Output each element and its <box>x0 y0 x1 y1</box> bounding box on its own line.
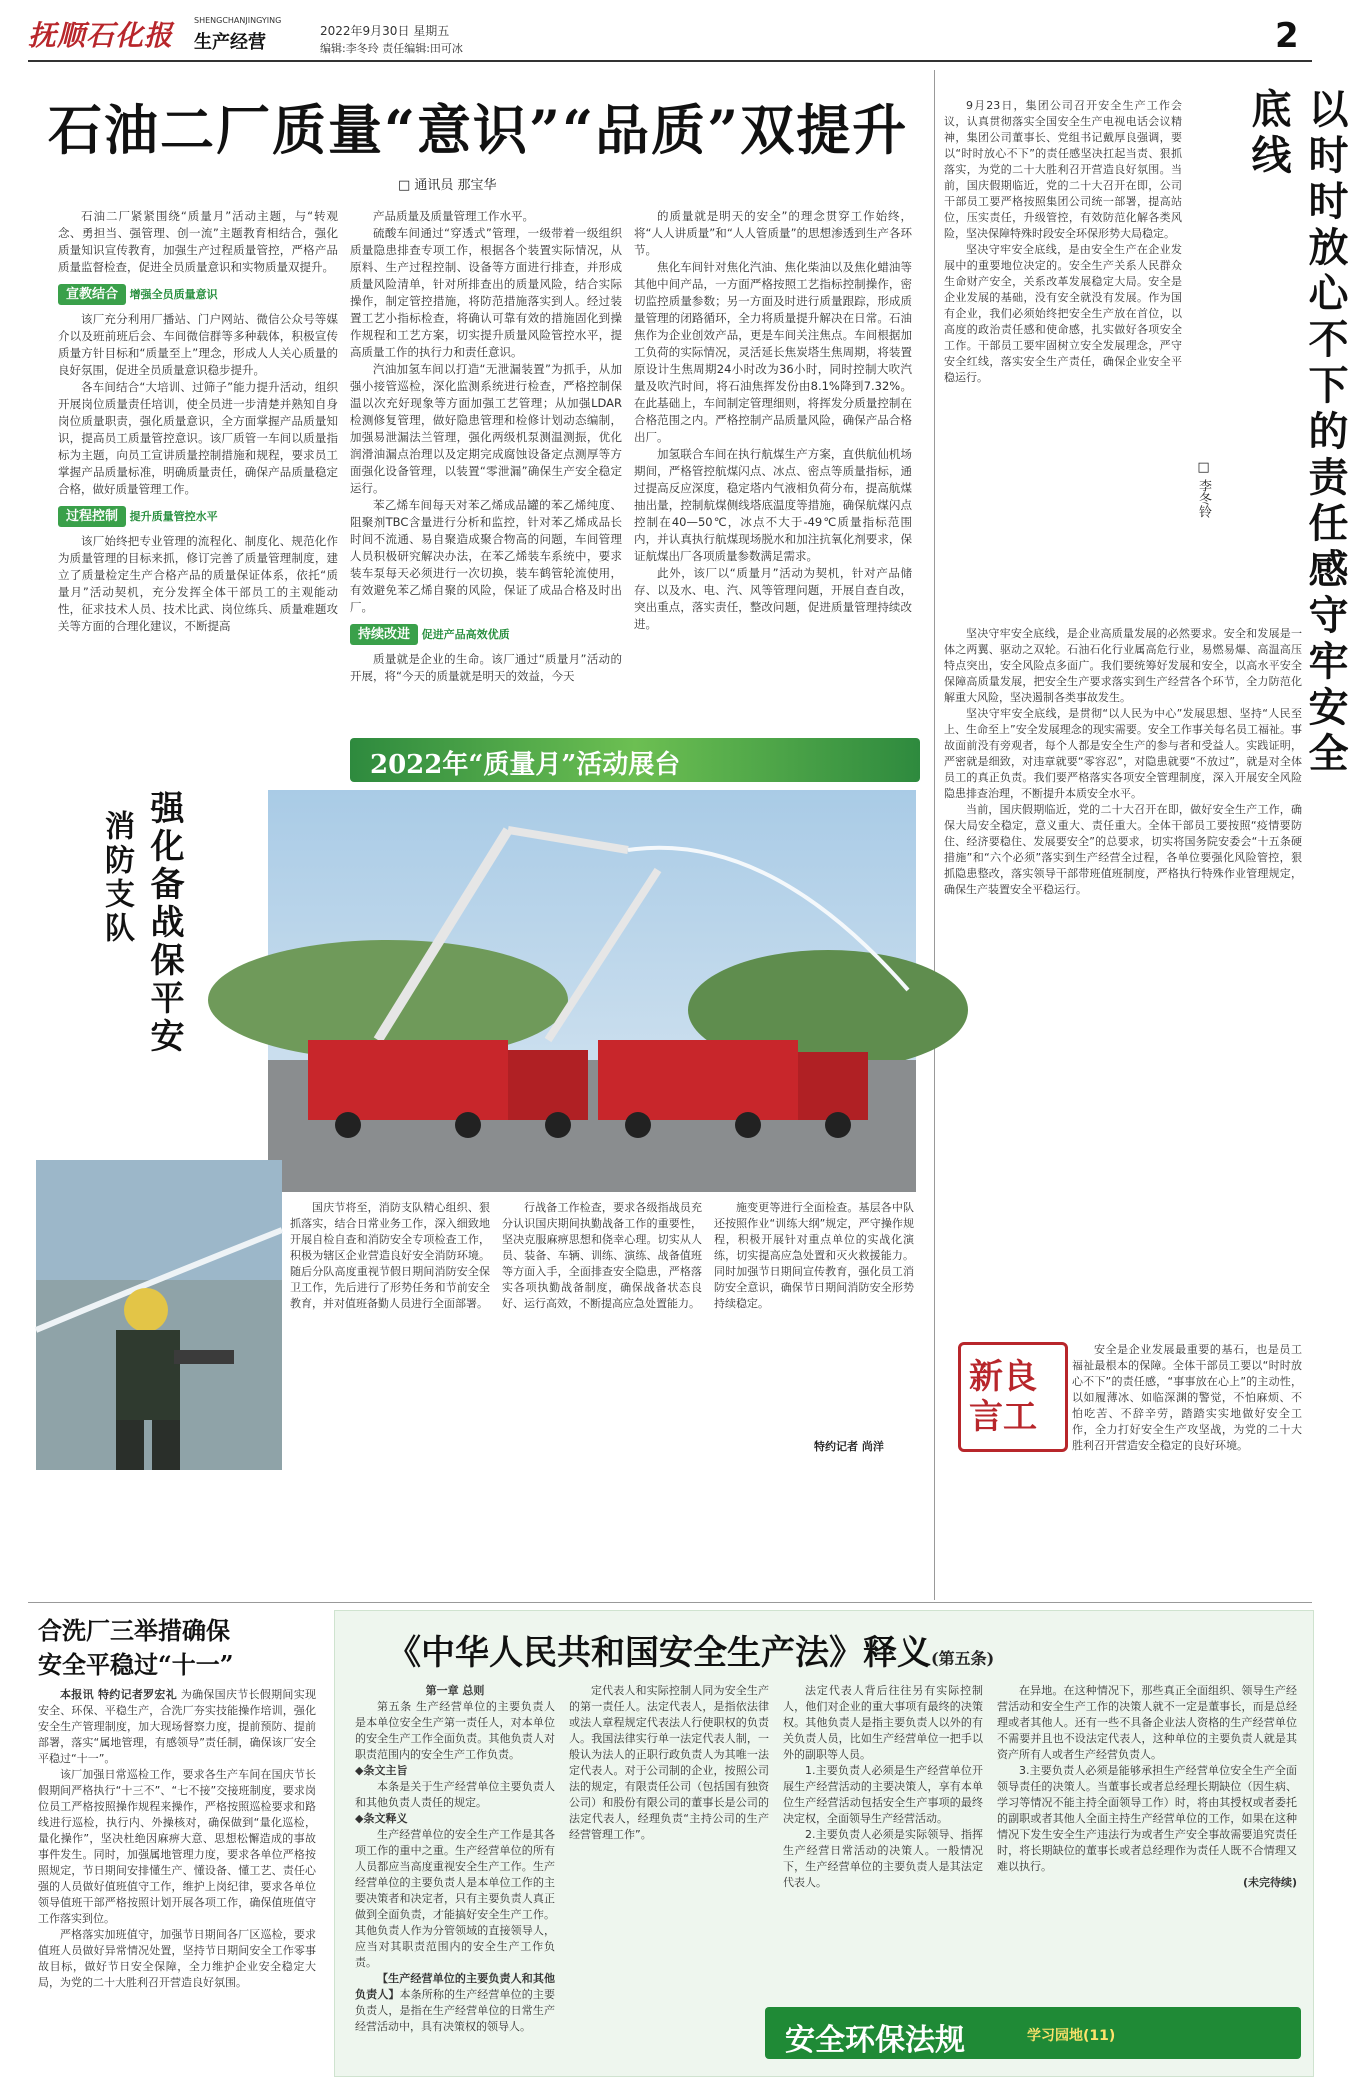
commentary-author: □ 李冬铃 <box>1196 460 1211 519</box>
section-pinyin: SHENGCHANJINGYING <box>194 16 282 25</box>
commentary-text-end: 安全是企业发展最重要的基石，也是员工福祉最根本的保障。全体干部员工要以“时时放心不下”的责任感，“事事放在心上”的主动性，以如履薄冰、如临深渊的警觉，不怕麻烦、不怕吃苦、不辞辛劳，踏踏实实地做好安全工作，全力打好安全生产攻坚战，为党的二十大胜利召开营造安全稳定的良好环境。 <box>1072 1343 1302 1452</box>
column-divider <box>934 70 935 1600</box>
fire-text-col-3: 施变更等进行全面检查。基层各中队还按照作业“训练大纲”规定，严守操作规程，积极开展针对重点单位的实战化演练，切实提高应急处置和灭火救援能力。同时加强节日期间宣传教育，强化员工消防安全意识，确保节日期间消防安全形势持续稳定。 <box>714 1201 914 1310</box>
byline-box-icon: □ <box>398 178 415 193</box>
article-headline: 石油二厂质量“意识”“品质”双提升 <box>48 98 909 162</box>
banner-text: 2022年“质量月”活动展台 <box>370 750 681 780</box>
fire-text-col-2: 行战备工作检查，要求各级指战员充分认识国庆期间执勤战备工作的重要性，坚决克服麻痹思想和侥幸心理。切实从人员、装备、车辆、训练、演练、战备值班等方面入手，全面排查安全隐患，严格落实各项执勤战备制度，确保战备状态良好、运行高效，不断提高应急处置能力。 <box>502 1201 702 1310</box>
regulations-banner-sub: 学习园地(11) <box>1027 2028 1116 2044</box>
article-safety-commentary <box>940 70 1349 1600</box>
firefighter-photo <box>36 1160 282 1470</box>
regulations-banner-title: 安全环保法规 <box>785 2023 965 2058</box>
article-column-1: 石油二厂紧紧围绕“质量月”活动主题，与“转观念、勇担当、强管理、创一流”主题教育相结合，强化质量知识宣传教育，加强生产过程质量管控，严格产品质量监督检查，促进全员质量意识和实物质量双提升。 宣教结合 增强全员质量意识 该厂充分利用厂播站、门户网站、微信公众号等媒介以及班前班后会、车间微信群等多种载体，积极宣传质量方针目标和“质量至上”理念，形成人人关心质量的良好氛围，促进全员质量意识稳步提升。 各车间结合“大培训、过筛子”能力提升活动，组织开展岗位质量责任培训，使全员进一步清楚并熟知自身岗位质量职责，强化质量意识，全方面掌握产品质量知识，提高员工质量管控意识。该厂质管一车间以质量指标为主题，向员工宣讲质量控制措施和规程，要求员工掌握产品质量标准，明确质量责任，确保产品质量稳定合格，做好质量管理工作。 过程控制 提升质量管控水平 该厂始终把专业管理的流程化、制度化、规范化作为质量管理的目标来抓，修订完善了质量管理制度，建立了质量检定生产合格产品的质量保证体系，依托“质量月”活动契机，充分发挥全体干部员工的主观能动性，征求技术人员、技术比武、岗位练兵、质量难题攻关等方面的合理化建议，不断提高 <box>58 209 338 633</box>
article-holiday-safety <box>28 1605 328 2075</box>
fire-text-col-1: 国庆节将至，消防支队精心组织、狠抓落实，结合日常业务工作，深入细致地开展自检自查和消防安全专项检查工作，积极为辖区企业营造良好安全消防环境。随后分队高度重视节假日期间消防安全保卫工作，先后进行了形势任务和节前安全教育，并对值班备勤人员进行全面部署。 <box>290 1201 490 1310</box>
quality-month-banner <box>350 738 920 782</box>
commentary-headline: 以时时放心不下的责任感守牢安全底线 <box>1245 88 1349 778</box>
issue-date: 2022年9月30日 星期五 <box>320 24 450 38</box>
law-mark-gist: ◆条文主旨 <box>355 1764 408 1777</box>
commentary-text-main: 坚决守牢安全底线，是企业高质量发展的必然要求。安全和发展是一体之两翼、驱动之双轮。石油石化行业属高危行业，易燃易爆、高温高压特点突出，安全风险点多面广。我们要统筹好发展和安全，以高水平安全保障高质量发展，把安全生产要求落实到生产经营各个环节，全力防范化解重大风险，坚决遏制各类事故发生。 坚决守牢安全底线，是贯彻“以人民为中心”发展思想、坚持“人民至上、生命至上”安全发展理念的现实需要。安全工作事关每名员工福祉。事故面前没有旁观者，每个人都是安全生产的参与者和受益人。实践证明，严密就是细致，对违章就要“零容忍”，对隐患就要“不放过”，就是对全体员工的真正负责。我们要严格落实各项安全管理制度，深入开展安全风险隐患排查治理，不断提升本质安全水平。 当前，国庆假期临近，党的二十大召开在即，做好安全生产工作，确保大局安全稳定，意义重大、责任重大。全体干部员工要按照“疫情要防住、经济要稳住、发展要安全”的总要求，切实将国务院安委会“十五条硬措施”和“六个必须”落实到生产经营全过程，各单位要强化风险管控，狠抓隐患整改，落实领导干部带班值班制度，严格执行特殊作业管理规定，确保生产装置安全平稳运行。 <box>944 627 1302 896</box>
newspaper-logo: 抚顺石化报 <box>28 19 174 52</box>
fire-headline: 强化备战保平安 <box>144 790 184 1056</box>
article-fire-brigade <box>28 790 928 1600</box>
subhead-improvement: 持续改进 促进产品高效优质 <box>350 624 622 645</box>
fire-trucks-photo <box>268 790 916 1192</box>
law-col-4: 在异地。在这种情况下，那些真正全面组织、领导生产经营活动和安全生产工作的决策人就不一定是董事长，而是总经理或者其他人。还有一些不具备企业法人资格的生产经营单位不需要并且也不设法定代表人，这种单位的主要负责人就是其资产所有人或者生产经营负责人。 3.主要负责人必须是能够承担生产经营单位安全生产全面领导责任的决策人。当董事长或者总经理长期缺位（因生病、学习等情况不能主持全面领导工作）时，将由其授权或者委托的副职或者其他人全面主持生产经营单位的工作，如果在这种情况下发生安全生产违法行为或者生产安全事故需要追究责任时，将长期缺位的董事长或者总经理作为责任人既不合情理又难以执行。 (未完待续) <box>997 1684 1297 1889</box>
masthead <box>0 0 1340 62</box>
good-words-stamp: 新良言工 <box>958 1342 1068 1452</box>
subhead-education: 宣教结合 增强全员质量意识 <box>58 284 338 305</box>
law-headline: 《中华人民共和国安全生产法》释义(第五条) <box>387 1633 995 1673</box>
fire-credit: 特约记者 尚洋 <box>814 1440 884 1453</box>
masthead-rule <box>28 60 1312 62</box>
regulations-banner <box>765 2007 1301 2059</box>
article-safety-law <box>334 1610 1314 2077</box>
holiday-headline-1: 合洗厂三举措确保 <box>38 1616 230 1645</box>
holiday-headline-2: 安全平稳过“十一” <box>38 1650 234 1679</box>
law-col-2: 定代表人和实际控制人同为安全生产的第一责任人。法定代表人，是指依法律或法人章程规定代表法人行使职权的负责人。我国法律实行单一法定代表人制，一般认为法人的正职行政负责人为其唯一法定代表人。对于公司制的企业，按照公司法的规定，有限责任公司（包括国有独资公司）和股份有限公司的董事长是公司的法定代表人，经理负责“主持公司的生产经营管理工作”。 <box>569 1684 769 1841</box>
article-column-2: 产品质量及质量管理工作水平。 硫酸车间通过“穿透式”管理，一级带着一级组织质量隐患排查专项工作，根据各个装置实际情况，从原料、生产过程控制、设备等方面进行排查，并形成质量风险清单，针对所排查出的质量风险，结合实际操作，制定管控措施，将防范措施落实到人。经过装置工艺小指标检查，将确认可靠有效的措施固化到操作规程和工艺方案，切实提升质量风险管控水平，提高质量工作的执行力和责任意识。 汽油加氢车间以打造“无泄漏装置”为抓手，从加强小接管巡检，深化监测系统进行检查，严格控制保温以次充好现象等方面加强工艺管理；从加强LDAR检测修复管理，做好隐患管理和检修计划动态编制，加强易泄漏法兰管理，强化两级机泵测温测振，优化润滑油漏点治理以及定期完成腐蚀设备定点测厚等方面强化设备管理，以装置“零泄漏”确保生产安全稳定运行。 苯乙烯车间每天对苯乙烯成品罐的苯乙烯纯度、阻聚剂TBC含量进行分析和监控，针对苯乙烯成品长时间不流通、易自聚造成聚合物高的问题，车间管理人员积极研究解决办法，在苯乙烯装车系统中，要求装车泵每天必须进行一次切换，装车鹤管轮流使用，有效避免苯乙烯自聚的风险，保证了成品合格及时出厂。 持续改进 促进产品高效优质 质量就是企业的生命。该厂通过“质量月”活动的开展，将“今天的质量就是明天的效益，今天 <box>350 209 622 683</box>
to-be-continued: (未完待续) <box>1242 1876 1297 1889</box>
commentary-text-top: 9月23日，集团公司召开安全生产工作会议，认真贯彻落实全国安全生产电视电话会议精神，集团公司董事长、党组书记戴厚良强调，要以“时时放心不下”的责任感坚决扛起当责、狠抓落实，为党的二十大胜利召开营造良好氛围。当前，国庆假期临近，党的二十大召开在即，公司干部员工要严格按照集团公司统一部署，提高站位，压实责任，升级管控，有效防范化解各类风险，坚决保障特殊时段安全环保形势大局稳定。 坚决守牢安全底线，是由安全生产在企业发展中的重要地位决定的。安全生产关系人民群众生命财产安全，关系改革发展稳定大局。安全是企业发展的基础，没有安全就没有发展。作为国有企业，我们必须始终把安全生产放在首位，以高度的政治责任感和使命感，扎实做好各项安全工作。干部员工要牢固树立安全发展理念，严守安全红线，落实安全生产责任，确保企业安全平稳运行。 <box>944 99 1182 384</box>
law-col-3: 法定代表人背后往往另有实际控制人，他们对企业的重大事项有最终的决策权。其他负责人是指主要负责人以外的有关负责人员，比如生产经营单位一把手以外的副职等人员。 1.主要负责人必须是生产经营单位开展生产经营活动的主要决策人，享有本单位生产经营活动包括安全生产事项的最终决定权，全面领导生产经营活动。 2.主要负责人必须是实际领导、指挥生产经营日常活动的决策人。一般情况下，生产经营单位的主要负责人是其法定代表人。 <box>783 1684 983 1889</box>
article-quality-month <box>28 70 928 790</box>
section-rule <box>28 1602 1312 1603</box>
section-title: 生产经营 <box>194 32 266 53</box>
article-byline: □ 通讯员 那宝华 <box>398 178 497 193</box>
subhead-process-control: 过程控制 提升质量管控水平 <box>58 506 338 527</box>
article-column-3: 的质量就是明天的安全”的理念贯穿工作始终，将“人人讲质量”和“人人管质量”的思想渗透到生产各环节。 焦化车间针对焦化汽油、焦化柴油以及焦化蜡油等其他中间产品，一方面严格按照工艺指标控制操作，密切监控质量参数；另一方面及时进行质量跟踪，形成质量管理的闭路循环，全力将质量提升解决在日常。石油焦作为企业创效产品，更是车间关注焦点。车间根据加工负荷的实际情况，灵活延长焦炭塔生焦周期，将装置原设计生焦周期24小时改为36小时，同时控制大吹汽量及吹汽时间，将石油焦挥发份由8.1%降到7.32%。在此基础上，车间制定管理细则，将挥发分质量控制在合格范围之内。严格控制产品质量风险，确保产品合格出厂。 加氢联合车间在执行航煤生产方案，直供航仙机场期间，严格管控航煤闪点、冰点、密点等质量指标，通过提高反应深度，稳定塔内气液相负荷分布，提高航煤抽出量，控制航煤侧线塔底温度等措施，确保航煤闪点控制在40—50℃，冰点不大于-49℃质量指标范围内，并认真执行航煤现场脱水和加注抗氧化剂要求，保证航煤出厂各项质量参数满足需求。 此外，该厂以“质量月”活动为契机，针对产品储存、以及水、电、汽、风等管理问题，开展自查自改，突出重点，落实责任，整改问题，促进质量管理持续改进。 <box>634 209 912 631</box>
author-box-icon: □ <box>1196 460 1211 480</box>
fire-kicker: 消防支队 <box>99 810 134 946</box>
law-chapter: 第一章 总则 <box>425 1684 485 1697</box>
law-col-1: 第一章 总则 第五条 生产经营单位的主要负责人是本单位安全生产第一责任人，对本单位的安全生产工作全面负责。其他负责人对职责范围内的安全生产工作负责。 ◆条文主旨 本条是关于生产经营单位主要负责人和其他负责人责任的规定。 ◆条文释义 生产经营单位的安全生产工作是其各项工作的重中之重。生产经营单位的所有人员都应当高度重视安全生产工作。生产经营单位的主要负责人是本单位工作的主要决策者和决定者，只有主要负责人真正做到全面负责，才能搞好安全生产工作。其他负责人作为分管领域的直接领导人，应当对其职责范围内的安全生产工作负责。 【生产经营单位的主要负责人和其他负责人】本条所称的生产经营单位的主要负责人，是指在生产经营单位的日常生产经营活动中，具有决策权的领导人。 <box>355 1684 556 2033</box>
page-number: 2 <box>1275 16 1299 56</box>
holiday-text: 本报讯 特约记者罗宏礼 为确保国庆节长假期间实现安全、环保、平稳生产，合洗厂夯实技能操作培训，强化安全生产管理制度，加大现场督察力度，提前预防、提前部署，落实“属地管理，有感领导”责任制，确保该厂安全平稳过“十一”。 该厂加强日常巡检工作，要求各生产车间在国庆节长假期间严格执行“十三不”、“七不接”交接班制度，要求岗位员工严格按照操作规程来操作，严格按照巡检要求和路线进行巡检，执行内、外操核对，确保做到“量化巡检，量化操作”，坚决杜绝因麻痹大意、思想松懈造成的事故事件发生。同时，加强属地管理力度，要求各单位严格按照规定，节日期间安排懂生产、懂设备、懂工艺、责任心强的人员做好值班值守工作，维护上岗纪律，要求各单位领导值班干部严格按照计划开展各项工作，确保值班值守工作落实到位。 严格落实加班值守，加强节日期间各厂区巡检，要求值班人员做好异常情况处置，坚持节日期间安全工作零事故目标，做好节日安全保障，全力维护企业安全稳定大局，为党的二十大胜利召开营造良好氛围。 <box>38 1688 316 1989</box>
editor-credits: 编辑:李冬玲 责任编辑:田可冰 <box>320 42 463 55</box>
law-mark-explain: ◆条文释义 <box>355 1812 408 1825</box>
